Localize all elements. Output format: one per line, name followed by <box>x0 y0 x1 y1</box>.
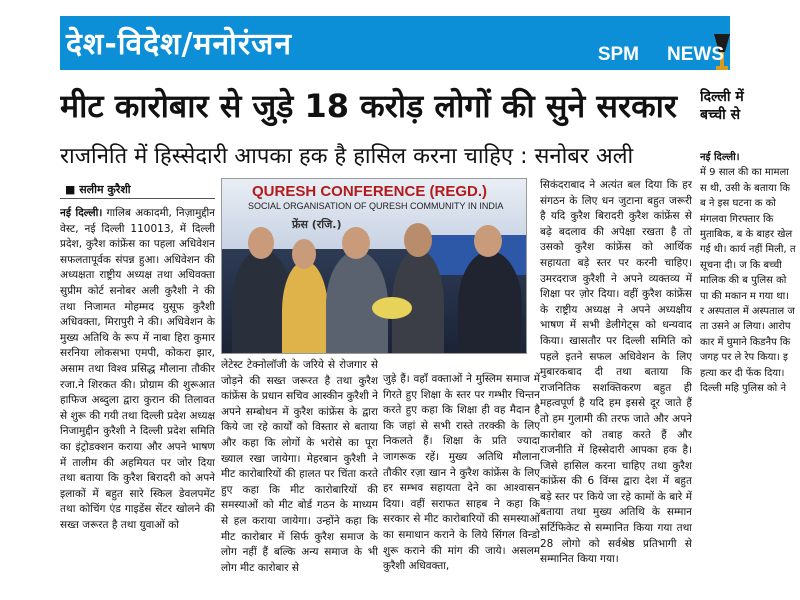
photo-head-1 <box>248 227 274 259</box>
column-4-text: सिकंदराबाद ने अत्यंत बल दिया कि हर संगठन के लिए धन जुटाना बहुत जरूरी है यदि कुरैश बिरादरी कुरैश कांफ्रेंस से बढ़े बदलाव की अपेक्षा रखता है तो उसको कुरैश कांफ्रेंस को आर्थिक सहायता बड़े स्तर पर करनी चाहिए। उमरदराज कुरैशी ने अपने व्यक्तव्य में शिक्षा पर ज़ोर दिया। वहीं कुरैश कांफ्रेंस के राष्ट्रीय अध्यक्ष ने अपने अध्यक्षीय भाषण में सभी डेलीगेट्स को धन्यवाद किया। खासतौर पर दिल्ली समिति को पहले इतने सफल अधिवेशन के लिए मुबारकबाद दी तथा बताया कि राजनितिक सशक्तिकरण बहुत ही महत्वपूर्ण है यदि हम इससे दूर जाते हैं तो हम गुलामी की तरफ जाते और अपने कारोबार को तबाह करते हैं और राजनीति में हिस्सेदारी आपका हक है। जिसे हासिल करना चाहिए तथा कुरैश कांफ्रेंस की 6 विंग्स द्वारा देश में बहुत बड़े स्तर पर किये जा रहे कामों के बारे में बताया तथा मुख्य अतिथि के सम्मान सर्टिफिकेट से सम्मानित किया गया तथा 28 लोगो को सर्वश्रेष्ठ प्रतिभागी से सम्मानित किया गया। <box>540 179 692 566</box>
article-column-1 <box>60 206 215 592</box>
sidebar-headline <box>700 88 796 124</box>
photo-head-5 <box>474 225 502 257</box>
byline-divider <box>60 198 215 199</box>
byline-bullet-icon: ■ <box>65 183 80 196</box>
photo-bouquet <box>372 297 412 319</box>
photo-head-2 <box>292 239 316 269</box>
headline: मीट कारोबार से जुड़े 18 करोड़ लोगों की सुने सरकार <box>60 87 678 125</box>
byline-author: सलीम कुरैशी <box>79 183 131 196</box>
conference-photo <box>221 178 527 354</box>
section-title: देश-विदेश/मनोरंजन <box>66 27 293 62</box>
column-3-text: जुड़े हैं। वहाँ वक्ताओं ने मुस्लिम समाज में गिरते हुए शिक्षा के स्तर पर गम्भीर चिन्तन करते हुए कहा कि शिक्षा ही वह मैदान है कि जहां से सभी रास्ते तरक्की के लिए निकलते हैं। शिक्षा के प्रति ज्यादा जागरूक रहें। मुख्य अतिथि मौलाना तौकीर रज़ा खान ने कुरैश कांफ्रेंस के लिए हर सम्भव सहायता देने का आश्वासन दिया। वहीं सराफत साहब ने कहा कि सरकार से मीट कारोबारियों की समस्याओं का समाधान कराने के लिये सिंगल विन्डो शुरू कराने की मांग की जाये। असलम कुरैशी अधिवक्ता, <box>383 373 540 573</box>
sidebar-text: में 9 साल की का मामला स थी, उसी के बताया कि ब ने इस घटना क को मंगलवा गिरफ्तार कि मुताबिक, ब के बाहर खेल गई थी। कार्य नहीं मिली, त सूचना दी। ज कि बच्ची मालिक की ब पुलिस को पा की मकान म गया था। र अस्पताल में अस्पताल ज ता उसने अ लिया। आरोप कार में घुमाने किडनैप कि जगह पर ले रेप किया। इ हत्या कर दी फेंक दिया। दिल्ली महि पुलिस को ने <box>700 167 796 395</box>
photo-banner-line1: QURESH CONFERENCE (REGD.) <box>252 183 488 200</box>
subheadline: राजनिति में हिस्सेदारी आपका हक है हासिल करना चाहिए : सनोबर अली <box>60 144 634 169</box>
column-1-text: गालिब अकादमी, निज़ामुद्दीन वेस्ट, नई दिल्ली 110013, में दिल्ली प्रदेश, कुरैश कांफ्रेंस का पहला अधिवेशन सफलतापूर्वक संपन्न हुआ। अधिवेशन की अध्यक्षता राष्ट्रीय अध्यक्ष तथा अधिवक्ता सुप्रीम कोर्ट सनोबर अली कुरैशी ने की तथा निजामत मोहम्मद युसूफ कुरैशी अधिवक्ता, मिरापुरी ने की। अधिवेशन के मुख्य अतिथि के रूप में नाबा हिरा कुमार सरनिया लोकसभा एमपी, कोकरा झार, असाम तथा विश्व प्रसिद्ध मौलाना तौकीर रजा.ने शिरकत की। प्रोग्राम की शुरूआत हाफिज अब्दुला द्वारा कुरान की तिलावत से शुरू की गयी तथा दिल्ली प्रदेश अध्यक्ष निजामुद्दीन कुरैशी ने दिल्ली प्रदेश समिति का इंट्रोडक्शन कराया और अपने भाषण में तालीम की अहमियत पर जोर दिया तथा बताया कि कुरैश बिरादरी को अपने इलाकों में बहुत सारे स्किल डेवलपमेंट तथा कोचिंग एंड गाइडेंस सेंटर खोलने की सख्त जरूरत है तथा युवाओं को <box>60 207 215 531</box>
section-banner <box>60 16 730 70</box>
photo-person-2 <box>282 261 328 354</box>
article-column-4 <box>540 178 692 592</box>
brand-left: SPM <box>597 44 639 65</box>
dateline: नई दिल्ली। <box>60 207 103 219</box>
sidebar-article <box>700 150 796 592</box>
photo-banner-line2: SOCIAL ORGANISATION OF QURESH COMMUNITY IN INDIA <box>248 201 504 211</box>
photo-person-5 <box>458 251 522 354</box>
column-2-text: लेटेस्ट टेक्नोलॉजी के जरिये से रोजगार से जोड़ने की सख्त जरूरत है तथा कुरैश कांफ्रेंस के प्रधान सचिव आस्कीन कुरैशी ने अपने सम्बोधन में कुरैश कांफ्रेंस के द्वारा किये जा रहे कार्यों को विस्तार से बताया और कहा कि लोगों के भरोसे का पूरा ख्याल रखा जायेगा। मेहरबान कुरैशी ने मीट कारोबारियों की हालत पर चिंता करते हुए कहा कि मीट कारोबारियों की समस्याओं को मीट बोर्ड गठन के माध्यम से हल कराया जायेगा। उन्होंने कहा कि मीट कारोबार में सिर्फ कुरैश समाज के लोग नहीं हैं बल्कि अन्य समाज के भी लोग मीट कारोबार से <box>221 359 378 574</box>
photo-head-3 <box>342 227 370 259</box>
photo-head-4 <box>404 223 432 257</box>
brand-right: NEWS <box>667 44 724 65</box>
sidebar-headline-line1: दिल्ली में <box>700 89 744 105</box>
byline <box>65 182 131 197</box>
photo-banner-line3: फ्रेंस (रजि.) <box>292 218 342 231</box>
brand-logo <box>598 44 724 66</box>
article-column-3 <box>383 372 540 592</box>
sidebar-headline-line2: बच्ची से <box>700 107 741 123</box>
article-column-2 <box>221 358 378 592</box>
sidebar-dateline: नई दिल्ली। <box>700 152 740 163</box>
